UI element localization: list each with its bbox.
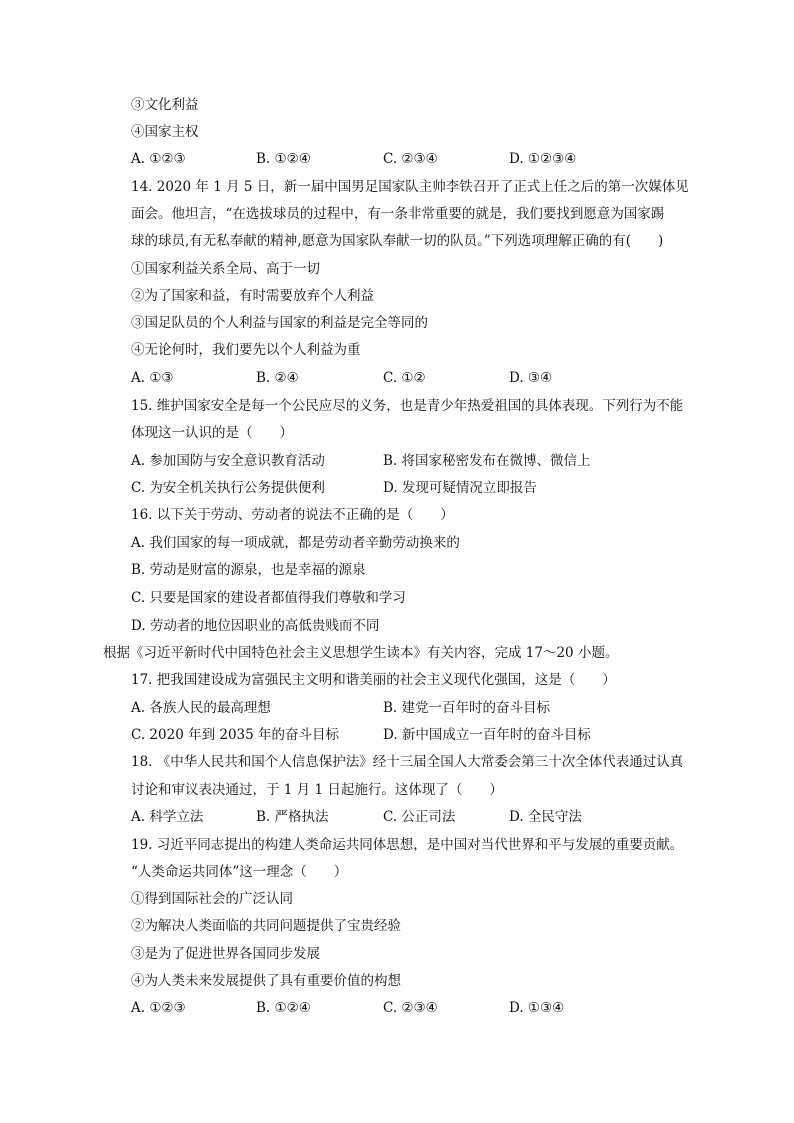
q19-item-4: ④为人类未来发展提供了具有重要价值的构想 [131, 973, 401, 989]
q18-option-b: B. 严格执法 [256, 809, 329, 825]
q19-item-1: ①得到国际社会的广泛认同 [131, 891, 293, 907]
q17-option-b: B. 建党一百年时的奋斗目标 [383, 700, 551, 716]
q19-option-c: C. ②③④ [383, 1000, 438, 1016]
q19-item-2: ②为解决人类面临的共同问题提供了宝贵经验 [131, 918, 401, 934]
q14-option-a: A. ①③ [131, 370, 174, 386]
q13-option-b: B. ①②④ [256, 151, 311, 167]
q13-option-a: A. ①②③ [131, 151, 186, 167]
q17-stem: 17. 把我国建设成为富强民主文明和谐美丽的社会主义现代化强国，这是（ ） [131, 672, 616, 688]
q16-option-b: B. 劳动是财富的源泉，也是幸福的源泉 [131, 562, 366, 578]
q13-item-4: ④国家主权 [131, 124, 199, 140]
q17-option-a: A. 各族人民的最高理想 [131, 700, 271, 716]
q19-option-a: A. ①②③ [131, 1000, 186, 1016]
q14-item-1: ①国家利益关系全局、高于一切 [131, 261, 320, 277]
q19-stem-line-1: 19. 习近平同志提出的构建人类命运共同体思想，是中国对当代世界和平与发展的重要贡献。 [131, 837, 684, 853]
q16-option-d: D. 劳动者的地位因职业的高低贵贱而不同 [131, 618, 380, 634]
q15-option-b: B. 将国家秘密发布在微博、微信上 [383, 453, 591, 469]
q13-option-d: D. ①②③④ [509, 151, 577, 167]
q19-item-3: ③是为了促进世界各国同步发展 [131, 946, 320, 962]
q18-option-a: A. 科学立法 [131, 809, 204, 825]
q15-option-c: C. 为安全机关执行公务提供便利 [131, 480, 325, 496]
q15-option-a: A. 参加国防与安全意识教育活动 [131, 453, 325, 469]
q16-option-c: C. 只要是国家的建设者都值得我们尊敬和学习 [131, 590, 406, 606]
q16-stem: 16. 以下关于劳动、劳动者的说法不正确的是（ ） [131, 507, 454, 523]
q14-stem-line-3: 球的球员,有无私奉献的精神,愿意为国家队奉献一切的队员。”下列选项理解正确的有( ) [131, 233, 664, 249]
q14-item-4: ④无论何时，我们要先以个人利益为重 [131, 342, 361, 358]
q14-stem-line-1: 14. 2020 年 1 月 5 日，新一届中国男足国家队主帅李铁召开了正式上任之后的第一次媒体见 [131, 179, 689, 195]
q13-option-c: C. ②③④ [383, 151, 438, 167]
q16-option-a: A. 我们国家的每一项成就，都是劳动者辛勤劳动换来的 [131, 535, 460, 551]
q18-option-d: D. 全民守法 [509, 809, 582, 825]
section-intro: 根据《习近平新时代中国特色社会主义思想学生读本》有关内容，完成 17～20 小题。 [103, 645, 619, 661]
q17-option-c: C. 2020 年到 2035 年的奋斗目标 [131, 727, 340, 743]
q14-option-c: C. ①② [383, 370, 426, 386]
q14-item-3: ③国足队员的个人利益与国家的利益是完全等同的 [131, 315, 428, 331]
q18-stem-line-2: 讨论和审议表决通过，于 1 月 1 日起施行。这体现了（ ） [131, 782, 503, 798]
q14-item-2: ②为了国家和益，有时需要放弃个人利益 [131, 288, 374, 304]
q19-option-b: B. ①②④ [256, 1000, 311, 1016]
q14-option-d: D. ③④ [509, 370, 553, 386]
q15-stem-line-2: 体现这一认识的是（ ） [131, 425, 293, 441]
q14-option-b: B. ②④ [256, 370, 299, 386]
q13-item-3: ③文化利益 [131, 97, 199, 113]
q14-stem-line-2: 面会。他坦言，“在选拔球员的过程中，有一条非常重要的就是，我们要找到愿意为国家踢 [131, 206, 665, 222]
q15-option-d: D. 发现可疑情况立即报告 [383, 480, 537, 496]
q19-option-d: D. ①③④ [509, 1000, 565, 1016]
q15-stem-line-1: 15. 维护国家安全是每一个公民应尽的义务，也是青少年热爱祖国的具体表现。下列行为不能 [131, 398, 684, 414]
q18-stem-line-1: 18. 《中华人民共和国个人信息保护法》经十三届全国人大常委会第三十次全体代表通过认真 [131, 754, 684, 770]
q18-option-c: C. 公正司法 [383, 809, 456, 825]
q17-option-d: D. 新中国成立一百年时的奋斗目标 [383, 727, 591, 743]
q19-stem-line-2: “人类命运共同体”这一理念（ ） [131, 864, 348, 880]
